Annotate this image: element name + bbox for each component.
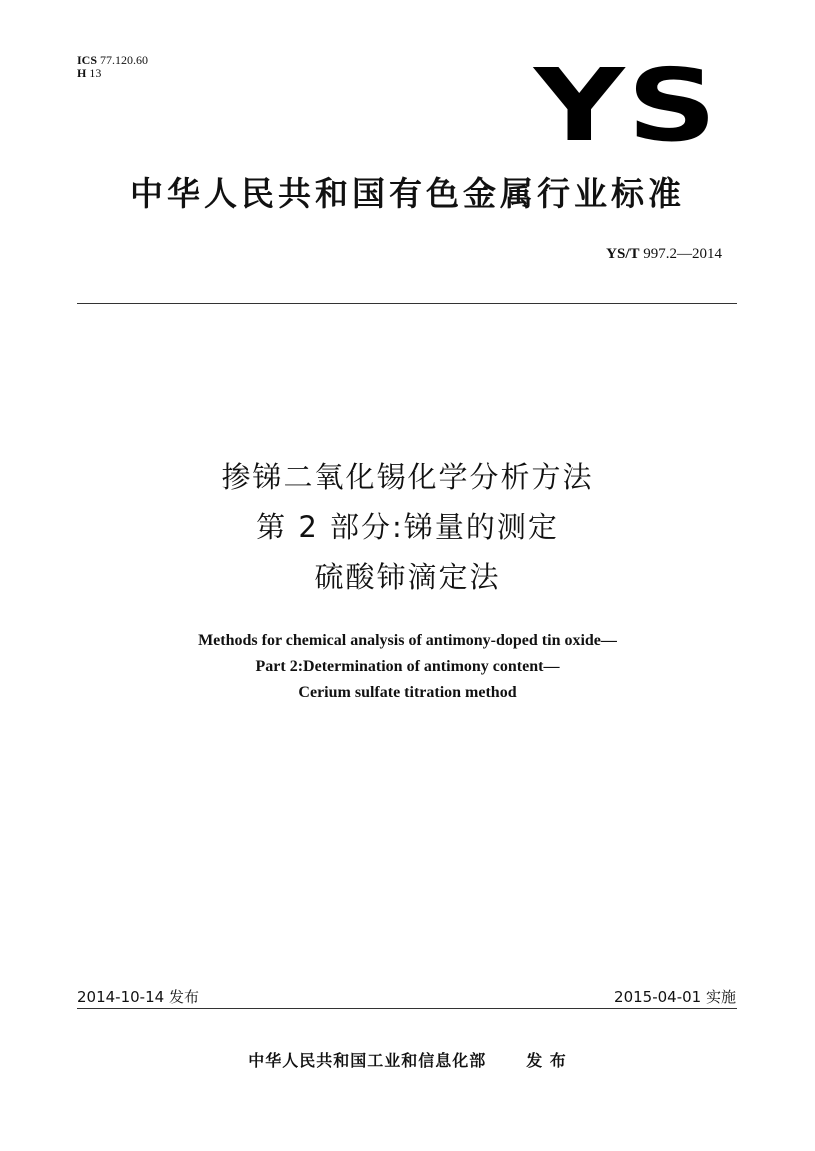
zh-title-line-2: 第 2 部分:锑量的测定 [256,510,559,544]
ics-label: ICS [77,53,98,67]
implementation-date: 2015-04-01 实施 [614,988,736,1006]
classification-codes [77,54,148,80]
ys-logo: YS [534,47,720,164]
standard-category-title: 中华人民共和国有色金属行业标准 [130,174,685,213]
ics-code: 77.120.60 [100,53,149,67]
standard-number-code: YS/T [606,246,640,262]
zh-title-line-3: 硫酸铈滴定法 [314,560,501,594]
issue-date: 2014-10-14 发布 [77,988,199,1006]
footer-divider [77,1008,737,1009]
standard-number [606,246,722,263]
publisher [0,1048,815,1071]
header-divider [77,303,737,304]
en-title-line-3: Cerium sulfate titration method [298,684,517,701]
standard-number-value: 997.2—2014 [643,246,722,262]
publisher-action: 发 布 [526,1051,567,1070]
en-title-line-2: Part 2:Determination of antimony content— [255,658,560,675]
ccs-code: 13 [89,66,102,80]
publisher-name: 中华人民共和国工业和信息化部 [248,1051,487,1070]
zh-title-line-1: 掺锑二氧化锡化学分析方法 [221,460,594,494]
ccs-label: H [77,66,87,80]
en-title-line-1: Methods for chemical analysis of antimony-doped tin oxide— [198,632,617,649]
